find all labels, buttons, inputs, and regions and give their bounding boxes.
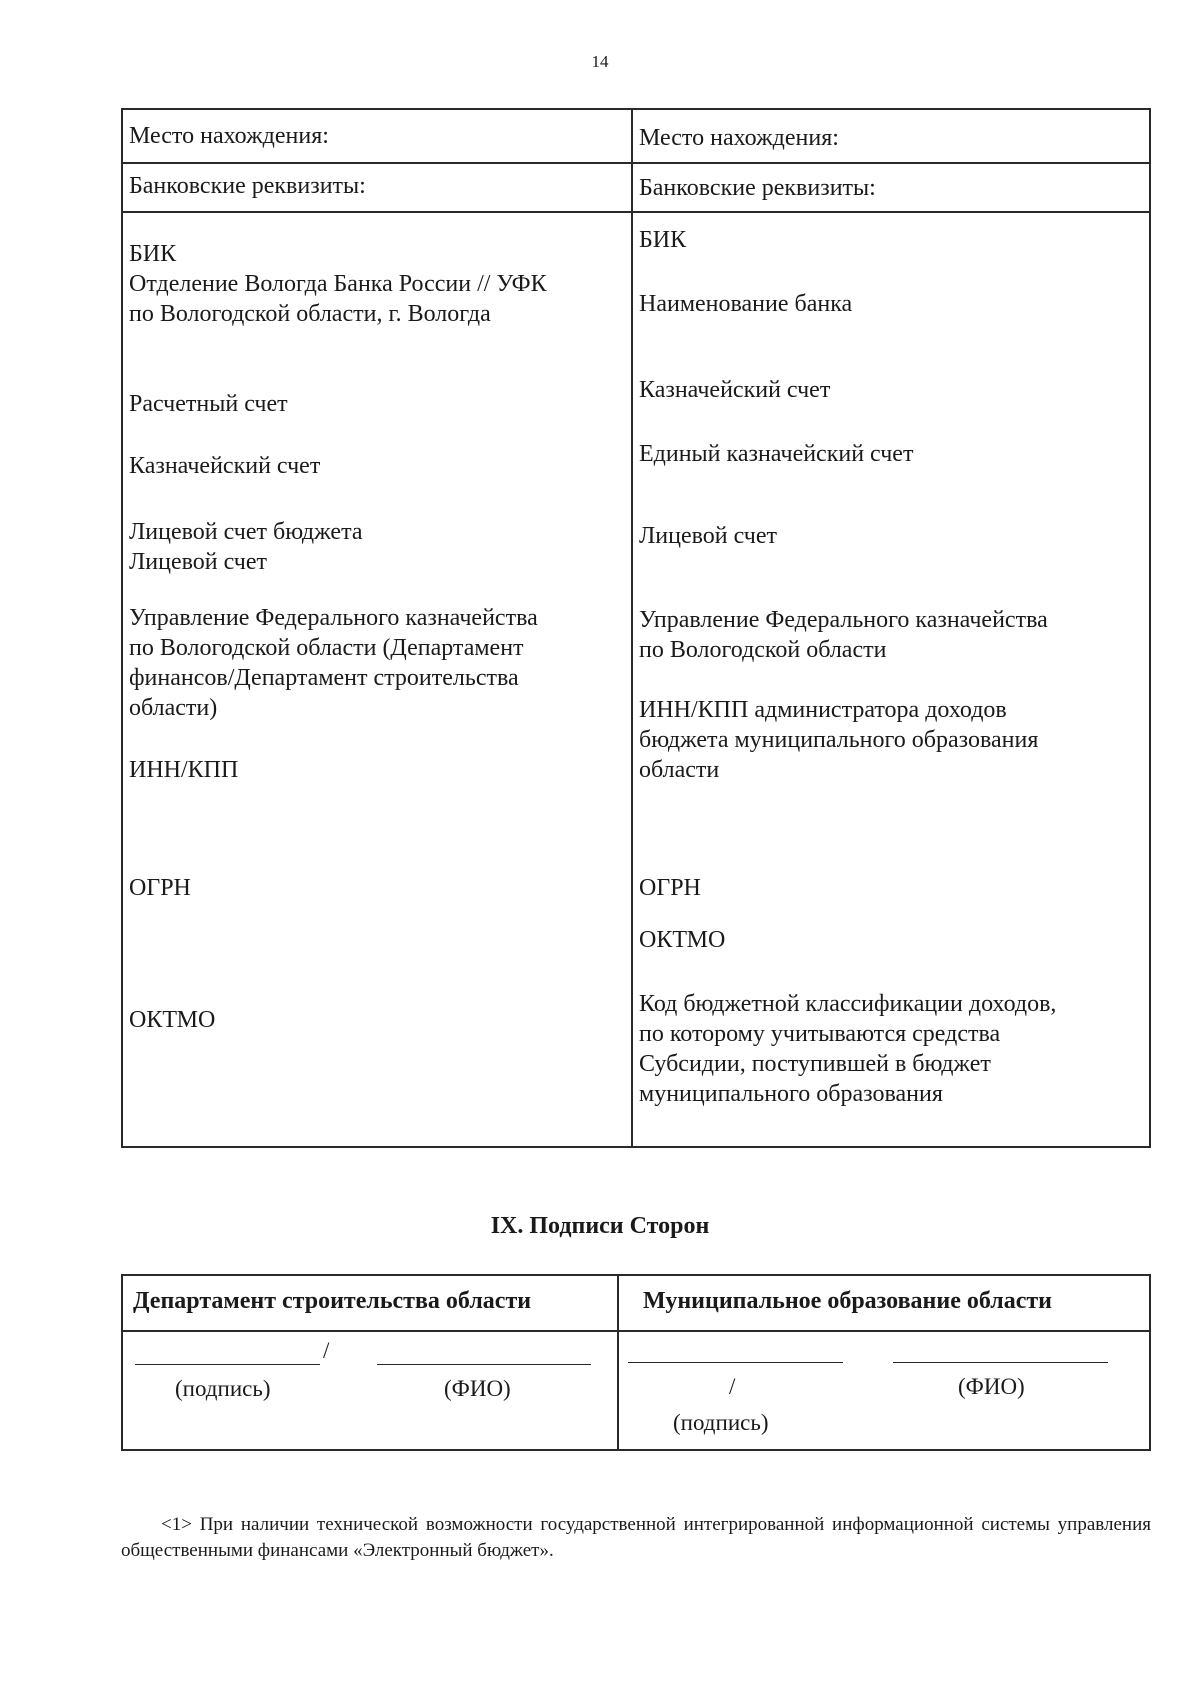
right-ufk-line: по Вологодской области xyxy=(639,637,887,663)
left-fio-label: (ФИО) xyxy=(444,1376,511,1401)
right-oktmo-label: ОКТМО xyxy=(639,927,726,953)
row-divider xyxy=(123,211,1149,213)
right-inn-kpp-line: бюджета муниципального образования xyxy=(639,727,1039,753)
right-bank-details-label: Банковские реквизиты: xyxy=(639,175,876,201)
left-personal-account-label: Лицевой счет xyxy=(129,549,268,575)
left-ufk-line: области) xyxy=(129,695,218,721)
right-bik-label: БИК xyxy=(639,227,687,253)
left-treasury-account-label: Казначейский счет xyxy=(129,453,321,479)
footnote: <1> При наличии технической возможности государственной интегрированной информационной системы управления общественными финансами «Электронный бюджет». xyxy=(121,1514,1151,1561)
right-party-header: Муниципальное образование области xyxy=(643,1288,1052,1314)
left-ufk-line: финансов/Департамент строительства xyxy=(129,665,519,691)
left-bank-name-line: Отделение Вологда Банка России // УФК xyxy=(129,271,547,297)
column-divider xyxy=(617,1276,619,1449)
right-ufk-line: Управление Федерального казначейства xyxy=(639,607,1048,633)
left-inn-kpp-label: ИНН/КПП xyxy=(129,757,239,783)
right-personal-account-label: Лицевой счет xyxy=(639,523,778,549)
right-slash: / xyxy=(729,1374,736,1399)
page-number: 14 xyxy=(591,52,609,71)
column-divider xyxy=(631,110,633,1146)
right-ogrn-label: ОГРН xyxy=(639,875,701,901)
right-signature-label: (подпись) xyxy=(673,1410,769,1435)
left-signature-label: (подпись) xyxy=(175,1376,271,1401)
left-bank-details-label: Банковские реквизиты: xyxy=(129,173,366,199)
left-fio-line xyxy=(377,1364,591,1365)
left-budget-personal-account-label: Лицевой счет бюджета xyxy=(129,519,363,545)
right-kbk-line: по которому учитываются средства xyxy=(639,1021,1001,1047)
right-signature-line xyxy=(628,1362,843,1363)
signatures-table xyxy=(121,1274,1151,1451)
left-settlement-account-label: Расчетный счет xyxy=(129,391,288,417)
left-bank-name-line: по Вологодской области, г. Вологда xyxy=(129,301,491,327)
signatures-section-title: IX. Подписи Сторон xyxy=(490,1213,710,1239)
right-bank-name-label: Наименование банка xyxy=(639,291,853,317)
right-kbk-line: Код бюджетной классификации доходов, xyxy=(639,991,1057,1017)
requisites-table xyxy=(121,108,1151,1148)
left-ogrn-label: ОГРН xyxy=(129,875,191,901)
right-kbk-line: муниципального образования xyxy=(639,1081,943,1107)
left-ufk-line: по Вологодской области (Департамент xyxy=(129,635,524,661)
right-location-label: Место нахождения: xyxy=(639,125,839,151)
left-oktmo-label: ОКТМО xyxy=(129,1007,216,1033)
right-treasury-account-label: Казначейский счет xyxy=(639,377,831,403)
left-bik-label: БИК xyxy=(129,241,177,267)
left-location-label: Место нахождения: xyxy=(129,123,329,149)
right-kbk-line: Субсидии, поступившей в бюджет xyxy=(639,1051,991,1077)
left-ufk-line: Управление Федерального казначейства xyxy=(129,605,538,631)
right-single-treasury-account-label: Единый казначейский счет xyxy=(639,441,914,467)
right-inn-kpp-line: области xyxy=(639,757,720,783)
right-fio-label: (ФИО) xyxy=(958,1374,1025,1399)
left-slash: / xyxy=(323,1338,330,1363)
left-signature-line xyxy=(135,1364,320,1365)
right-inn-kpp-line: ИНН/КПП администратора доходов xyxy=(639,697,1007,723)
left-party-header: Департамент строительства области xyxy=(133,1288,532,1314)
row-divider xyxy=(123,1330,1149,1332)
right-fio-line xyxy=(893,1362,1108,1363)
row-divider xyxy=(123,162,1149,164)
